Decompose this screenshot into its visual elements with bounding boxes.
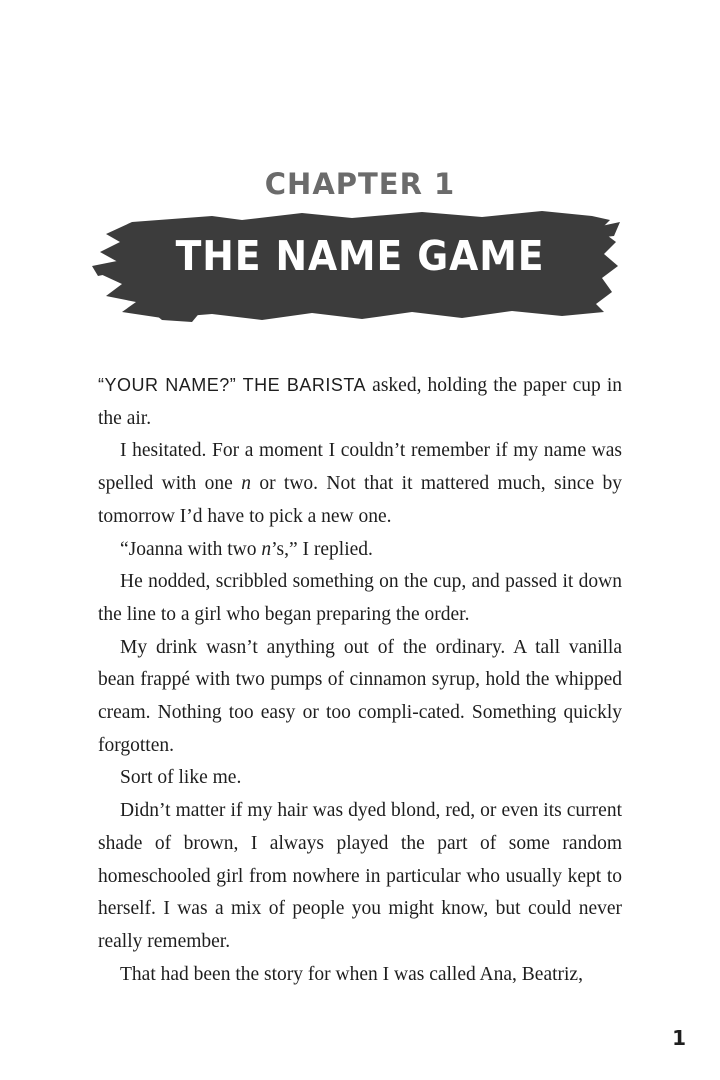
paragraph: Didn’t matter if my hair was dyed blond, red, or even its current shade of brown, I always played the part of some random homeschooled girl from nowhere in particular who usually kept to herself. I was a mix of people you might know, but could never really remember.: [98, 800, 622, 952]
paragraph: He nodded, scribbled something on the cup, and passed it down the line to a girl who began preparing the order.: [98, 571, 622, 625]
paragraph: Sort of like me.: [120, 767, 242, 789]
paragraph-text: I hesitated. For a moment I couldn’t remember if my name was spelled with one: [98, 440, 622, 495]
paragraph: That had been the story for when I was called Ana, Beatriz,: [120, 963, 583, 985]
italic-letter: n: [241, 473, 251, 495]
paragraph: [98, 435, 622, 533]
page-number: 1: [672, 1026, 686, 1050]
italic-letter: n: [261, 538, 272, 560]
chapter-title: THE NAME GAME: [175, 232, 545, 280]
chapter-label: CHAPTER 1: [264, 167, 456, 201]
paragraph: [98, 369, 622, 435]
paragraph-text: ’s,” I replied.: [271, 538, 373, 560]
body-text: [98, 369, 622, 991]
paragraph: [98, 534, 622, 567]
paragraph: My drink wasn’t anything out of the ordinary. A tall vanilla bean frappé with two pumps of cinnamon syrup, hold the whipped cream. Nothing too easy or too compli-cated. Something quickly forgotten.: [98, 636, 622, 756]
paragraph-text: asked, holding the paper cup in the air.: [98, 375, 622, 429]
paragraph-text: or two. Not that it mattered much, since by tomorrow I’d have to pick a new one.: [98, 473, 622, 527]
paragraph-lead-in: “YOUR NAME?” THE BARISTA: [98, 375, 367, 395]
paragraph-text: “Joanna with two: [120, 538, 262, 560]
